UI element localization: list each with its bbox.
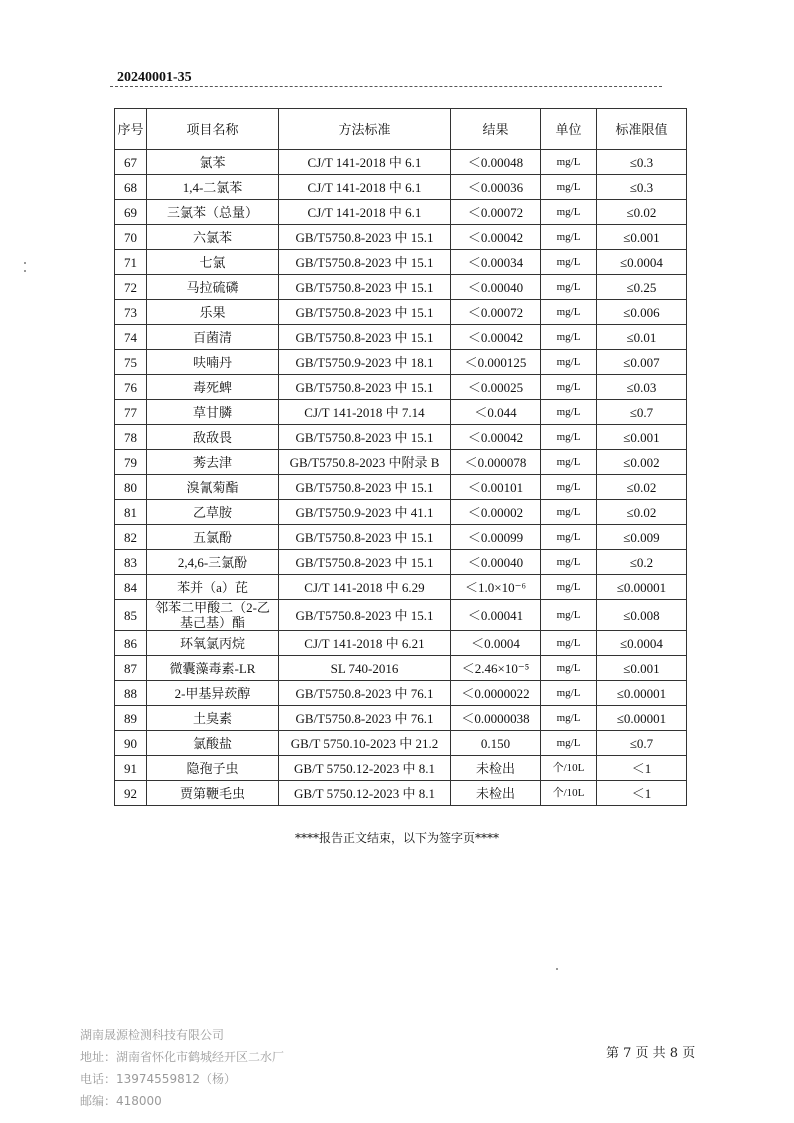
cell-method: SL 740-2016: [279, 656, 451, 681]
cell-unit: mg/L: [541, 706, 597, 731]
cell-method: GB/T5750.8-2023 中 15.1: [279, 275, 451, 300]
cell-name: 溴氰菊酯: [147, 475, 279, 500]
cell-name: 2-甲基异莰醇: [147, 681, 279, 706]
cell-no: 86: [115, 631, 147, 656]
table-row: [115, 275, 687, 300]
cell-limit: ≤0.002: [597, 450, 687, 475]
table-row: [115, 756, 687, 781]
table-row: [115, 175, 687, 200]
cell-result: ＜0.00041: [451, 600, 541, 631]
cell-no: 85: [115, 600, 147, 631]
table-row: [115, 706, 687, 731]
cell-unit: mg/L: [541, 600, 597, 631]
cell-limit: ≤0.00001: [597, 575, 687, 600]
cell-name: 毒死蜱: [147, 375, 279, 400]
cell-no: 84: [115, 575, 147, 600]
cell-limit: ≤0.0004: [597, 631, 687, 656]
cell-unit: mg/L: [541, 550, 597, 575]
cell-limit: ≤0.2: [597, 550, 687, 575]
cell-name: 苯并（a）芘: [147, 575, 279, 600]
cell-unit: mg/L: [541, 731, 597, 756]
report-end-note: ****报告正文结束，以下为签字页****: [294, 831, 499, 845]
table-row: [115, 475, 687, 500]
table-row: [115, 575, 687, 600]
table-row: [115, 375, 687, 400]
table-row: [115, 425, 687, 450]
cell-unit: 个/10L: [541, 781, 597, 806]
cell-unit: mg/L: [541, 656, 597, 681]
table-row: [115, 225, 687, 250]
cell-name: 2,4,6-三氯酚: [147, 550, 279, 575]
cell-limit: ≤0.001: [597, 225, 687, 250]
cell-name: 乐果: [147, 300, 279, 325]
cell-unit: mg/L: [541, 350, 597, 375]
cell-no: 72: [115, 275, 147, 300]
cell-method: CJ/T 141-2018 中 6.1: [279, 175, 451, 200]
cell-name: 敌敌畏: [147, 425, 279, 450]
cell-name: 三氯苯（总量）: [147, 200, 279, 225]
cell-method: GB/T 5750.12-2023 中 8.1: [279, 756, 451, 781]
cell-no: 87: [115, 656, 147, 681]
company-phone: 电话：13974559812（杨）: [80, 1072, 236, 1086]
cell-name: 氯苯: [147, 150, 279, 175]
cell-result: ＜0.000078: [451, 450, 541, 475]
cell-method: GB/T5750.8-2023 中 76.1: [279, 706, 451, 731]
cell-limit: ≤0.00001: [597, 681, 687, 706]
cell-result: ＜0.0004: [451, 631, 541, 656]
cell-no: 80: [115, 475, 147, 500]
cell-result: ＜0.000125: [451, 350, 541, 375]
cell-unit: mg/L: [541, 275, 597, 300]
cell-unit: mg/L: [541, 225, 597, 250]
table-row: [115, 781, 687, 806]
cell-limit: ≤0.7: [597, 731, 687, 756]
cell-unit: mg/L: [541, 500, 597, 525]
cell-name: 百菌清: [147, 325, 279, 350]
header-unit: 单位: [541, 109, 597, 150]
cell-no: 75: [115, 350, 147, 375]
cell-limit: ≤0.0004: [597, 250, 687, 275]
page-indicator: 第 7 页 共 8 页: [606, 1046, 696, 1061]
cell-no: 91: [115, 756, 147, 781]
cell-unit: mg/L: [541, 150, 597, 175]
cell-limit: ≤0.7: [597, 400, 687, 425]
cell-limit: ≤0.01: [597, 325, 687, 350]
cell-no: 74: [115, 325, 147, 350]
cell-unit: mg/L: [541, 425, 597, 450]
cell-name: 贾第鞭毛虫: [147, 781, 279, 806]
cell-unit: 个/10L: [541, 756, 597, 781]
cell-result: ＜0.044: [451, 400, 541, 425]
cell-no: 67: [115, 150, 147, 175]
table-row: [115, 350, 687, 375]
cell-method: GB/T5750.8-2023 中 15.1: [279, 325, 451, 350]
cell-method: GB/T5750.9-2023 中 18.1: [279, 350, 451, 375]
company-address: 地址：湖南省怀化市鹤城经开区二水厂: [80, 1050, 285, 1064]
company-postcode: 邮编：418000: [80, 1094, 162, 1108]
header-divider: [110, 86, 662, 87]
cell-limit: ≤0.02: [597, 500, 687, 525]
cell-name: 七氯: [147, 250, 279, 275]
cell-name: 环氧氯丙烷: [147, 631, 279, 656]
header-result: 结果: [451, 109, 541, 150]
cell-limit: ≤0.02: [597, 200, 687, 225]
cell-no: 69: [115, 200, 147, 225]
cell-name: 微囊藻毒素-LR: [147, 656, 279, 681]
cell-limit: ≤0.008: [597, 600, 687, 631]
cell-limit: ＜1: [597, 756, 687, 781]
table-row: [115, 200, 687, 225]
table-header-row: [115, 109, 687, 150]
cell-method: GB/T5750.8-2023 中 15.1: [279, 375, 451, 400]
cell-no: 82: [115, 525, 147, 550]
cell-unit: mg/L: [541, 200, 597, 225]
cell-name: 乙草胺: [147, 500, 279, 525]
cell-name: 邻苯二甲酸二（2-乙基己基）酯: [147, 600, 279, 631]
cell-name: 马拉硫磷: [147, 275, 279, 300]
cell-no: 78: [115, 425, 147, 450]
cell-method: CJ/T 141-2018 中 6.21: [279, 631, 451, 656]
cell-no: 92: [115, 781, 147, 806]
scan-mark: [24, 270, 26, 272]
report-number: 20240001-35: [117, 70, 192, 85]
cell-result: ＜0.00042: [451, 425, 541, 450]
cell-method: GB/T 5750.10-2023 中 21.2: [279, 731, 451, 756]
table-row: [115, 250, 687, 275]
cell-unit: mg/L: [541, 631, 597, 656]
cell-name: 土臭素: [147, 706, 279, 731]
cell-unit: mg/L: [541, 450, 597, 475]
cell-method: GB/T5750.8-2023 中 15.1: [279, 300, 451, 325]
cell-unit: mg/L: [541, 681, 597, 706]
cell-method: CJ/T 141-2018 中 6.1: [279, 200, 451, 225]
cell-result: ＜0.00072: [451, 200, 541, 225]
cell-method: GB/T5750.8-2023 中 15.1: [279, 475, 451, 500]
cell-name: 六氯苯: [147, 225, 279, 250]
cell-result: ＜0.00002: [451, 500, 541, 525]
cell-no: 89: [115, 706, 147, 731]
cell-result: ＜2.46×10⁻⁵: [451, 656, 541, 681]
cell-no: 68: [115, 175, 147, 200]
cell-unit: mg/L: [541, 475, 597, 500]
cell-result: ＜1.0×10⁻⁶: [451, 575, 541, 600]
cell-method: GB/T5750.8-2023 中 15.1: [279, 600, 451, 631]
cell-result: ＜0.00042: [451, 225, 541, 250]
cell-method: CJ/T 141-2018 中 7.14: [279, 400, 451, 425]
cell-unit: mg/L: [541, 325, 597, 350]
cell-method: GB/T5750.8-2023 中 15.1: [279, 425, 451, 450]
cell-method: GB/T5750.8-2023 中 15.1: [279, 250, 451, 275]
cell-unit: mg/L: [541, 525, 597, 550]
company-info: [80, 1024, 284, 1112]
table-row: [115, 550, 687, 575]
cell-result: ＜0.00099: [451, 525, 541, 550]
cell-no: 88: [115, 681, 147, 706]
cell-unit: mg/L: [541, 300, 597, 325]
cell-no: 76: [115, 375, 147, 400]
cell-result: ＜0.00025: [451, 375, 541, 400]
cell-method: GB/T5750.8-2023 中 15.1: [279, 225, 451, 250]
cell-method: CJ/T 141-2018 中 6.29: [279, 575, 451, 600]
cell-result: ＜0.00042: [451, 325, 541, 350]
results-table: [114, 108, 687, 806]
cell-method: CJ/T 141-2018 中 6.1: [279, 150, 451, 175]
cell-no: 81: [115, 500, 147, 525]
header-name: 项目名称: [147, 109, 279, 150]
cell-name: 五氯酚: [147, 525, 279, 550]
table-row: [115, 150, 687, 175]
cell-limit: ≤0.007: [597, 350, 687, 375]
cell-method: GB/T5750.8-2023 中附录 B: [279, 450, 451, 475]
cell-limit: ≤0.009: [597, 525, 687, 550]
cell-limit: ≤0.3: [597, 150, 687, 175]
table-row: [115, 500, 687, 525]
company-name: 湖南晟源检测科技有限公司: [80, 1028, 225, 1042]
table-row: [115, 681, 687, 706]
cell-result: ＜0.00036: [451, 175, 541, 200]
cell-no: 70: [115, 225, 147, 250]
cell-name: 草甘膦: [147, 400, 279, 425]
cell-limit: ≤0.03: [597, 375, 687, 400]
cell-no: 77: [115, 400, 147, 425]
cell-result: ＜0.00034: [451, 250, 541, 275]
table-row: [115, 450, 687, 475]
cell-limit: ≤0.001: [597, 656, 687, 681]
cell-result: ＜0.00040: [451, 275, 541, 300]
table-row: [115, 600, 687, 631]
cell-name: 呋喃丹: [147, 350, 279, 375]
cell-result: ＜0.00072: [451, 300, 541, 325]
cell-no: 90: [115, 731, 147, 756]
scan-mark: [556, 968, 558, 970]
cell-method: GB/T 5750.12-2023 中 8.1: [279, 781, 451, 806]
cell-limit: ≤0.3: [597, 175, 687, 200]
table-row: [115, 400, 687, 425]
cell-result: 0.150: [451, 731, 541, 756]
cell-result: ＜0.00048: [451, 150, 541, 175]
cell-limit: ＜1: [597, 781, 687, 806]
cell-no: 83: [115, 550, 147, 575]
header-no: 序号: [115, 109, 147, 150]
table-row: [115, 656, 687, 681]
table-row: [115, 300, 687, 325]
cell-no: 71: [115, 250, 147, 275]
cell-unit: mg/L: [541, 575, 597, 600]
cell-result: ＜0.00040: [451, 550, 541, 575]
scan-mark: [24, 262, 26, 264]
cell-unit: mg/L: [541, 175, 597, 200]
cell-limit: ≤0.02: [597, 475, 687, 500]
cell-no: 79: [115, 450, 147, 475]
cell-result: 未检出: [451, 756, 541, 781]
cell-result: ＜0.00101: [451, 475, 541, 500]
cell-name: 氯酸盐: [147, 731, 279, 756]
cell-unit: mg/L: [541, 250, 597, 275]
cell-limit: ≤0.006: [597, 300, 687, 325]
header-limit: 标准限值: [597, 109, 687, 150]
cell-name: 隐孢子虫: [147, 756, 279, 781]
cell-name: 1,4-二氯苯: [147, 175, 279, 200]
cell-method: GB/T5750.8-2023 中 76.1: [279, 681, 451, 706]
cell-name: 莠去津: [147, 450, 279, 475]
cell-method: GB/T5750.8-2023 中 15.1: [279, 525, 451, 550]
cell-limit: ≤0.00001: [597, 706, 687, 731]
cell-limit: ≤0.25: [597, 275, 687, 300]
cell-result: 未检出: [451, 781, 541, 806]
cell-method: GB/T5750.9-2023 中 41.1: [279, 500, 451, 525]
table-row: [115, 325, 687, 350]
cell-method: GB/T5750.8-2023 中 15.1: [279, 550, 451, 575]
table-row: [115, 731, 687, 756]
cell-unit: mg/L: [541, 400, 597, 425]
cell-result: ＜0.0000038: [451, 706, 541, 731]
cell-unit: mg/L: [541, 375, 597, 400]
header-method: 方法标准: [279, 109, 451, 150]
cell-no: 73: [115, 300, 147, 325]
table-row: [115, 631, 687, 656]
cell-result: ＜0.0000022: [451, 681, 541, 706]
table-row: [115, 525, 687, 550]
cell-limit: ≤0.001: [597, 425, 687, 450]
